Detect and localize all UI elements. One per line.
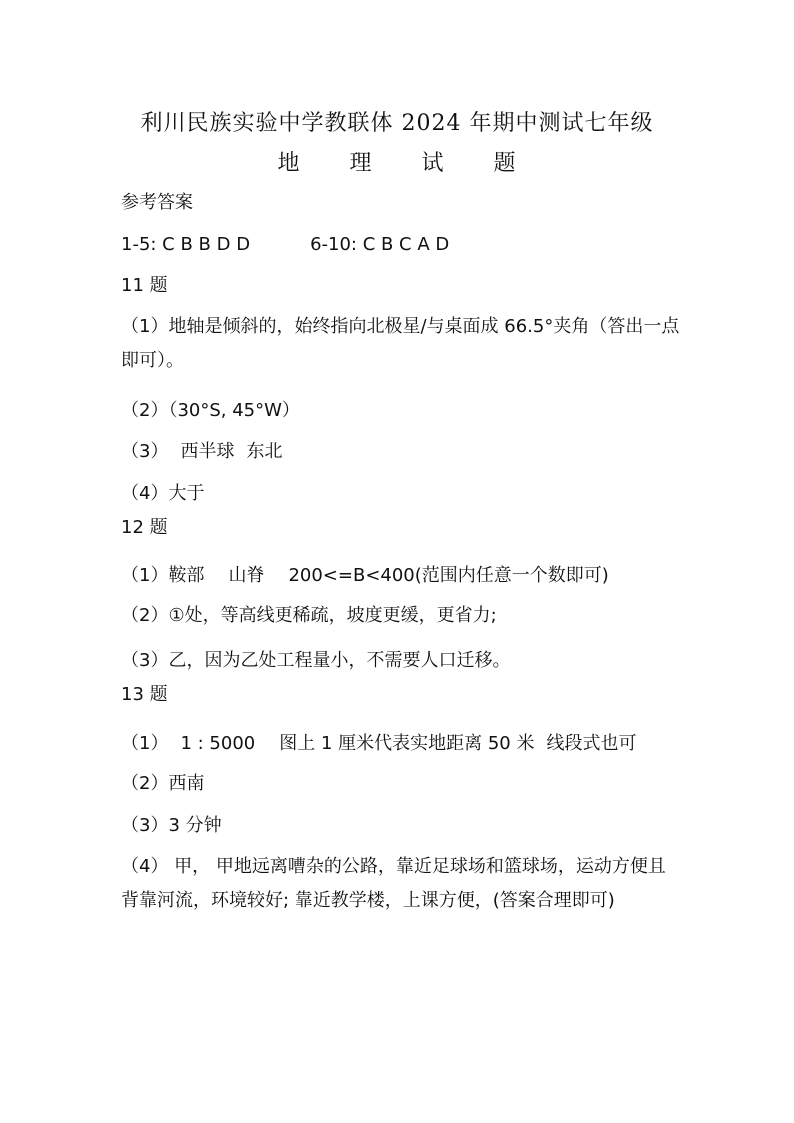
q11-part1: （1）地轴是倾斜的，始终指向北极星/与桌面成 66.5°夹角（答出一点即可）。 — [121, 316, 680, 371]
q11-part3-answer-b: 东北 — [246, 441, 283, 462]
mc-group-1: 1-5: C B B D D — [121, 234, 251, 255]
q13-part2: （2）西南 — [121, 773, 205, 794]
mc-answers — [121, 232, 449, 258]
q13-part1-scale: 1 : 5000 — [180, 733, 256, 754]
q13-part3: （3）3 分钟 — [121, 815, 222, 836]
q12-heading: 12 题 — [121, 517, 168, 538]
q12-part2: （2）①处，等高线更稀疏，坡度更缓，更省力; — [121, 605, 497, 626]
q12-part1 — [121, 563, 609, 589]
q12-part1-answer-c: 200<=B<400(范围内任意一个数即可) — [288, 565, 609, 586]
q13-part4: （4） 甲， 甲地远离嘈杂的公路，靠近足球场和篮球场，运动方便且背靠河流，环境较好; 靠近教学楼，上课方便，(答案合理即可) — [121, 856, 666, 911]
q13-part1-text-scale: 图上 1 厘米代表实地距离 50 米 — [279, 733, 535, 754]
q12-part1-label: （1）鞍部 — [121, 565, 205, 586]
q12-part3: （3）乙，因为乙处工程量小，不需要人口迁移。 — [121, 650, 511, 671]
q13-part1 — [121, 731, 636, 757]
q11-part3-answer-a: 西半球 — [180, 441, 235, 462]
q11-part2: （2）（30°S, 45°W） — [121, 400, 300, 421]
q11-part3 — [121, 439, 282, 465]
q11-heading: 11 题 — [121, 275, 168, 296]
q12-part1-answer-b: 山脊 — [228, 565, 265, 586]
q11-part3-label: （3） — [121, 441, 169, 462]
page-title: 利川民族实验中学教联体 2024 年期中测试七年级 — [140, 111, 654, 136]
subject-char-4: 题 — [493, 151, 517, 176]
q13-part1-line-scale: 线段式也可 — [546, 733, 637, 754]
q13-heading: 13 题 — [121, 684, 168, 705]
subject-title — [0, 146, 794, 177]
subject-char-1: 地 — [277, 151, 301, 176]
subject-char-3: 试 — [421, 151, 445, 176]
q13-part1-label: （1） — [121, 733, 169, 754]
q11-part4: （4）大于 — [121, 483, 205, 504]
mc-group-2: 6-10: C B C A D — [310, 234, 450, 255]
subject-char-2: 理 — [349, 151, 373, 176]
answers-heading: 参考答案 — [121, 192, 193, 213]
